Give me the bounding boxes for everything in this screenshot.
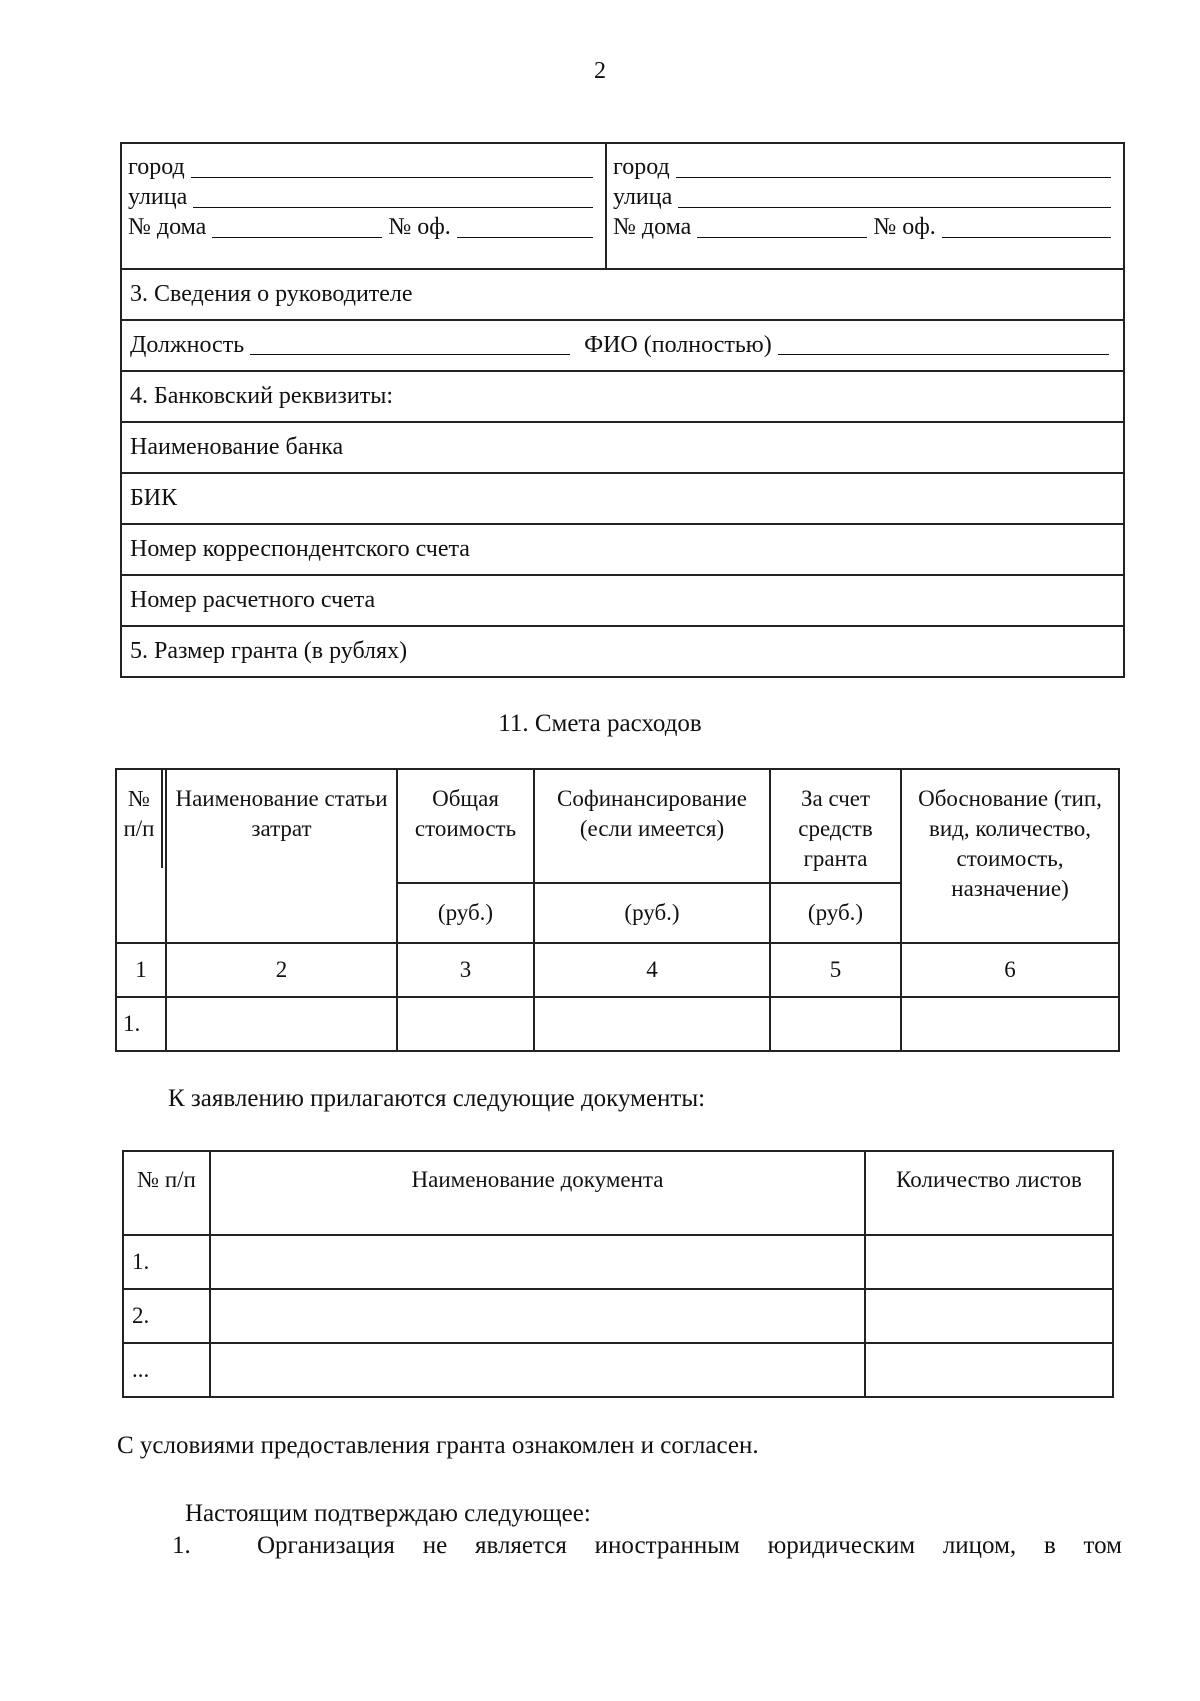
bik-row[interactable]: БИК	[121, 473, 1124, 524]
settlement-account-row[interactable]: Номер расчетного счета	[121, 575, 1124, 626]
header-total: Общая стоимость	[397, 769, 534, 883]
fullname-label: ФИО (полностью)	[584, 332, 772, 358]
city-field[interactable]	[191, 157, 593, 178]
budget-table	[115, 768, 1120, 1052]
head-section-row: 3. Сведения о руководителе	[121, 269, 1124, 320]
table-row	[123, 1343, 1113, 1397]
cell-total[interactable]	[397, 997, 534, 1051]
header-num: № п/п	[123, 1151, 210, 1235]
office-label: № оф.	[873, 214, 936, 240]
list-item	[172, 1532, 1122, 1560]
header-grant: За счет средств гранта	[770, 769, 901, 883]
house-label: № дома	[128, 214, 207, 240]
street-label: улица	[128, 184, 188, 210]
row-number: 1.	[116, 997, 166, 1051]
agreement-text: С условиями предоставления гранта ознакомлен и согласен.	[117, 1432, 759, 1459]
col-number: 4	[534, 943, 770, 997]
position-label: Должность	[130, 332, 245, 358]
header-item: Наименование статьи затрат	[166, 769, 397, 943]
header-cofin: Софинансирование (если имеется)	[534, 769, 770, 883]
unit-grant: (руб.)	[770, 883, 901, 943]
cell-doc-name[interactable]	[210, 1235, 865, 1289]
bank-section-row: 4. Банковский реквизиты:	[121, 371, 1124, 422]
row-number: 2.	[123, 1289, 210, 1343]
street-field[interactable]	[193, 187, 593, 208]
unit-total: (руб.)	[397, 883, 534, 943]
header-num	[116, 769, 166, 943]
table-row	[116, 997, 1119, 1051]
table-row	[123, 1235, 1113, 1289]
city-field[interactable]	[676, 157, 1111, 178]
cell-basis[interactable]	[901, 997, 1119, 1051]
cell-item[interactable]	[166, 997, 397, 1051]
col-number: 1	[116, 943, 166, 997]
header-num-label: № п/п	[123, 786, 155, 841]
house-field[interactable]	[697, 217, 867, 238]
cell-grant[interactable]	[770, 997, 901, 1051]
item-text: Организация не является иностранным юридическим лицом, в том	[257, 1532, 1122, 1559]
col-number: 3	[397, 943, 534, 997]
cell-sheets[interactable]	[865, 1289, 1113, 1343]
row-number: 1.	[123, 1235, 210, 1289]
header-sheets: Количество листов	[865, 1151, 1113, 1235]
street-label: улица	[613, 184, 673, 210]
address-right-cell	[606, 143, 1124, 269]
header-doc-name: Наименование документа	[210, 1151, 865, 1235]
cell-sheets[interactable]	[865, 1343, 1113, 1397]
cell-sheets[interactable]	[865, 1235, 1113, 1289]
grant-size-row[interactable]: 5. Размер гранта (в рублях)	[121, 626, 1124, 677]
row-number: ...	[123, 1343, 210, 1397]
house-label: № дома	[613, 214, 692, 240]
position-field[interactable]	[250, 334, 570, 355]
attachments-title: К заявлению прилагаются следующие документы:	[168, 1085, 706, 1112]
col-number: 5	[770, 943, 901, 997]
address-left-cell	[121, 143, 606, 269]
corr-account-row[interactable]: Номер корреспондентского счета	[121, 524, 1124, 575]
page-number: 2	[594, 58, 606, 84]
cell-doc-name[interactable]	[210, 1289, 865, 1343]
city-label: город	[128, 154, 185, 180]
position-row	[121, 320, 1124, 371]
unit-cofin: (руб.)	[534, 883, 770, 943]
bank-name-row[interactable]: Наименование банка	[121, 422, 1124, 473]
cell-cofin[interactable]	[534, 997, 770, 1051]
street-field[interactable]	[678, 187, 1111, 208]
attachments-table	[122, 1150, 1114, 1398]
table-row	[123, 1289, 1113, 1343]
col-number: 6	[901, 943, 1119, 997]
office-label: № оф.	[388, 214, 451, 240]
confirmation-text: Настоящим подтверждаю следующее:	[185, 1500, 591, 1527]
requisites-table	[120, 142, 1125, 678]
col-number: 2	[166, 943, 397, 997]
office-field[interactable]	[942, 217, 1111, 238]
cell-doc-name[interactable]	[210, 1343, 865, 1397]
budget-title: 11. Смета расходов	[498, 710, 702, 737]
fullname-field[interactable]	[778, 334, 1109, 355]
item-number: 1.	[172, 1532, 191, 1559]
office-field[interactable]	[457, 217, 593, 238]
house-field[interactable]	[212, 217, 382, 238]
city-label: город	[613, 154, 670, 180]
header-basis: Обоснование (тип, вид, количество, стоимость, назначение)	[901, 769, 1119, 943]
